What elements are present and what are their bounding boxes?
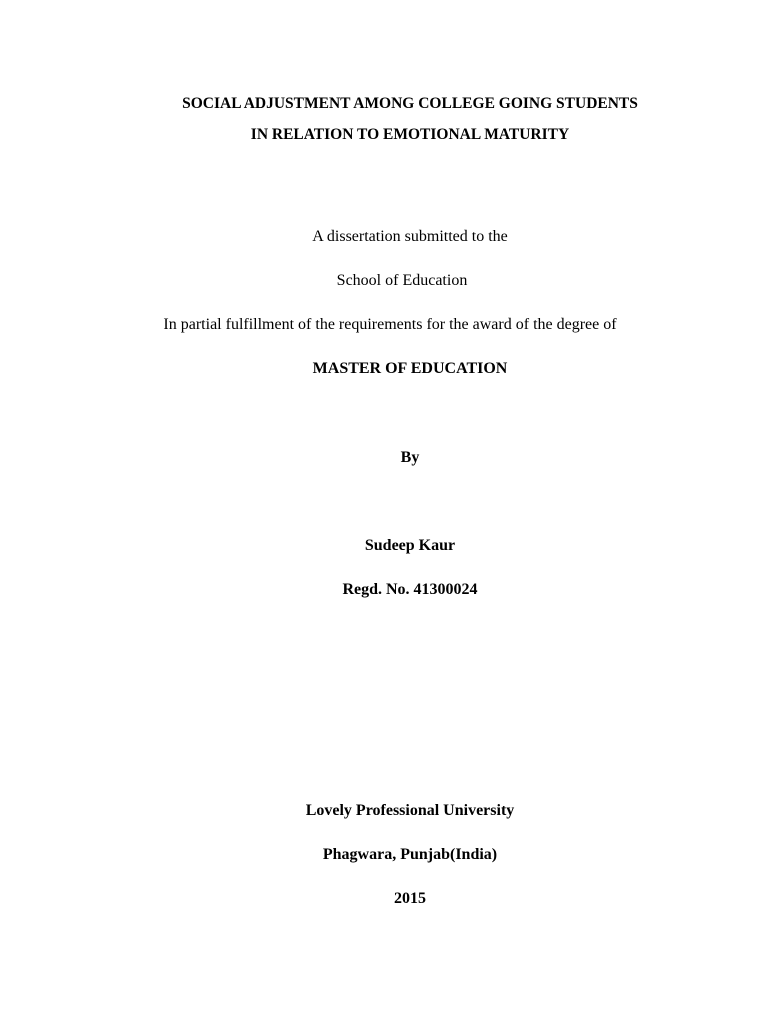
submission-year: 2015: [394, 890, 426, 907]
dissertation-title-line-2: IN RELATION TO EMOTIONAL MATURITY: [250, 126, 570, 143]
submission-statement: A dissertation submitted to the: [312, 228, 508, 245]
university-location: Phagwara, Punjab(India): [322, 846, 498, 863]
fulfillment-statement: In partial fulfillment of the requirements for the award of the degree of: [163, 316, 617, 333]
author-name: Sudeep Kaur: [364, 537, 456, 554]
by-label: By: [400, 449, 420, 466]
dissertation-title-line-1: SOCIAL ADJUSTMENT AMONG COLLEGE GOING STUDENTS: [182, 95, 638, 112]
school-name: School of Education: [336, 272, 468, 289]
university-name: Lovely Professional University: [305, 802, 515, 819]
registration-number: Regd. No. 41300024: [342, 581, 478, 598]
degree-name: MASTER OF EDUCATION: [312, 360, 508, 377]
